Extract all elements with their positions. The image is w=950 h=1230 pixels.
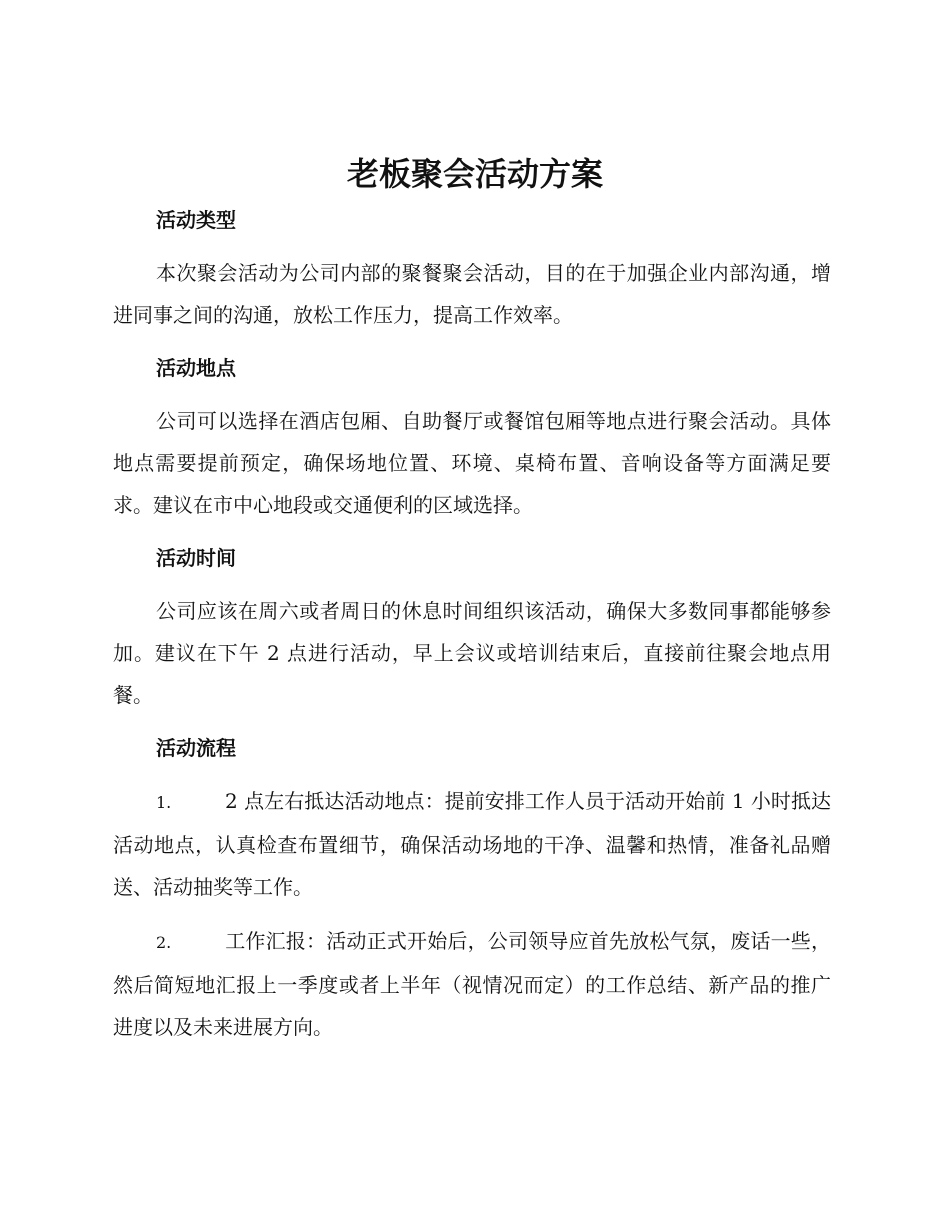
list-item-number: 1. — [156, 793, 172, 812]
document-title: 老板聚会活动方案 — [346, 155, 603, 193]
section-paragraph-type: 本次聚会活动为公司内部的聚餐聚会活动，目的在于加强企业内部沟通，增进同事之间的沟通，放松工作压力，提高工作效率。 — [113, 261, 831, 327]
list-item-text: 工作汇报：活动正式开始后，公司领导应首先放松气氛，废话一些，然后简短地汇报上一季度或者上半年（视情况而定）的工作总结、新产品的推广进度以及未来进展方向。 — [113, 929, 831, 1039]
section-heading-type: 活动类型 — [156, 208, 236, 232]
section-heading-location: 活动地点 — [156, 356, 236, 380]
section-heading-time: 活动时间 — [156, 546, 236, 570]
list-item-text: 2 点左右抵达活动地点：提前安排工作人员于活动开始前 1 小时抵达活动地点，认真检查布置细节，确保活动场地的干净、温馨和热情，准备礼品赠送、活动抽奖等工作。 — [113, 789, 831, 899]
section-heading-process: 活动流程 — [156, 736, 236, 760]
section-paragraph-location: 公司可以选择在酒店包厢、自助餐厅或餐馆包厢等地点进行聚会活动。具体地点需要提前预定，确保场地位置、环境、桌椅布置、音响设备等方面满足要求。建议在市中心地段或交通便利的区域选择。 — [113, 409, 831, 517]
list-item-number: 2. — [156, 933, 172, 952]
list-item — [113, 780, 831, 908]
list-item — [113, 920, 831, 1048]
section-paragraph-time: 公司应该在周六或者周日的休息时间组织该活动，确保大多数同事都能够参加。建议在下午 2 点进行活动，早上会议或培训结束后，直接前往聚会地点用餐。 — [113, 599, 831, 707]
document-body — [113, 200, 831, 1060]
